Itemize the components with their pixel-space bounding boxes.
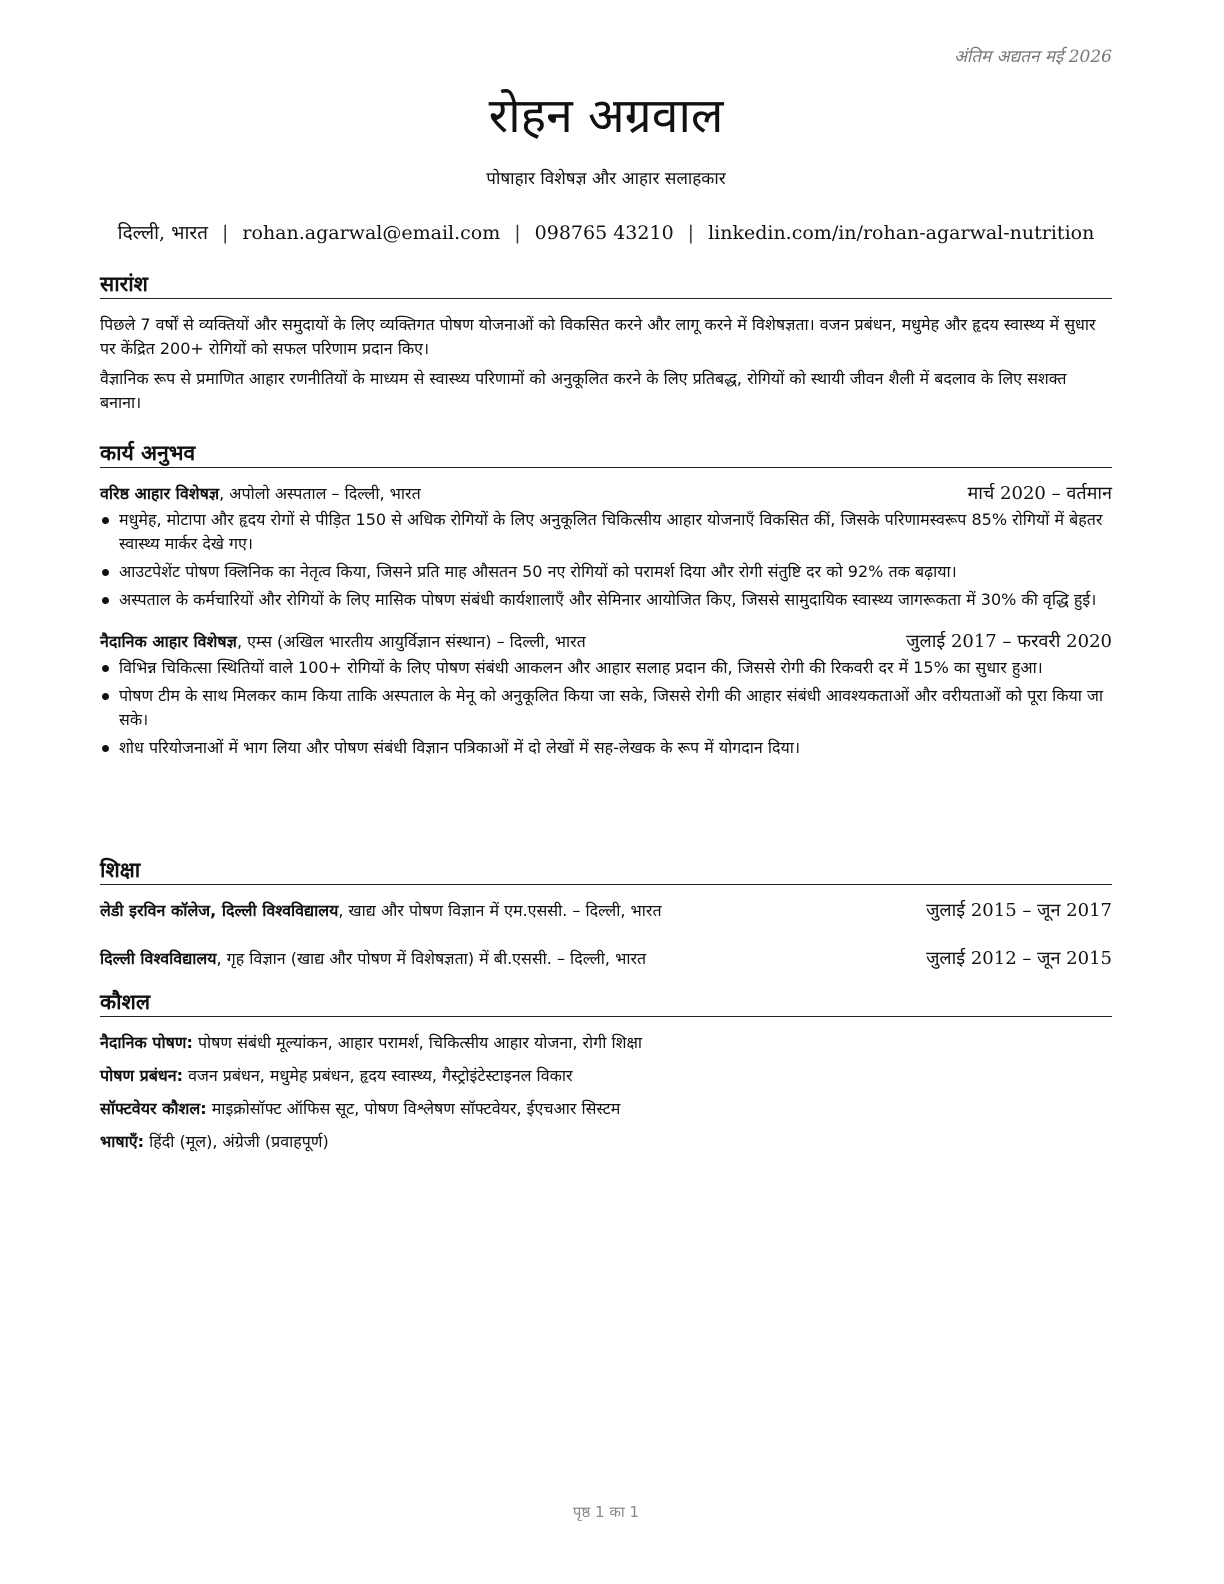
summary-paragraph: वैज्ञानिक रूप से प्रमाणित आहार रणनीतियों के माध्यम से स्वास्थ्य परिणामों को अनुकूलित करने के लिए प्रतिबद्ध, रोगियों को स्थायी जीवन शैली में बदलाव के लिए सशक्त बनाना। — [100, 369, 1067, 412]
job-bullet — [100, 656, 1112, 680]
candidate-name: रोहन अग्रवाल — [488, 88, 724, 144]
bullet-dot-icon — [102, 517, 109, 524]
skill-label: नैदानिक पोषण: — [100, 1033, 193, 1052]
job-bullet — [100, 560, 1112, 584]
contact-separator: | — [222, 222, 229, 244]
skill-label: पोषण प्रबंधन: — [100, 1066, 183, 1085]
skill-item — [100, 1097, 1112, 1121]
job-bullet — [100, 684, 1112, 732]
job-role: नैदानिक आहार विशेषज्ञ — [100, 632, 237, 651]
summary-paragraph: पिछले 7 वर्षों से व्यक्तियों और समुदायों के लिए व्यक्तिगत पोषण योजनाओं को विकसित करने और लागू करने में विशेषज्ञता। वजन प्रबंधन, मधुमेह और हृदय स्वास्थ्य में सुधार पर केंद्रित 200+ रोगियों को सफल परिणाम प्रदान किए। — [100, 315, 1096, 358]
job-bullet-text: अस्पताल के कर्मचारियों और रोगियों के लिए मासिक पोषण संबंधी कार्यशालाएँ और सेमिनार आयोजित किए, जिससे सामुदायिक स्वास्थ्य जागरूकता में 30% की वृद्धि हुई। — [119, 590, 1097, 609]
summary-section — [100, 270, 1112, 415]
education-section — [100, 856, 1112, 971]
job-title-line — [100, 482, 421, 506]
skill-value: माइक्रोसॉफ्ट ऑफिस सूट, पोषण विश्लेषण सॉफ्टवेयर, ईएचआर सिस्टम — [206, 1099, 621, 1118]
job-bullet-text: पोषण टीम के साथ मिलकर काम किया ताकि अस्पताल के मेनू को अनुकूलित किया जा सके, जिससे रोगी की आहार संबंधी आवश्यकताओं और वरीयताओं को पूरा किया जा सके। — [119, 686, 1104, 729]
job-date: मार्च 2020 – वर्तमान — [967, 483, 1112, 504]
skill-item — [100, 1064, 1112, 1088]
job-bullet — [100, 508, 1112, 556]
job-header — [100, 630, 1112, 654]
bullet-dot-icon — [102, 745, 109, 752]
job-bullets — [100, 508, 1112, 612]
job-title-line — [100, 630, 586, 654]
education-institution: लेडी इरविन कॉलेज, दिल्ली विश्वविद्यालय — [100, 901, 339, 920]
job-bullet-text: विभिन्न चिकित्सा स्थितियों वाले 100+ रोगियों के लिए पोषण संबंधी आकलन और आहार सलाह प्रदान की, जिससे रोगी की रिकवरी दर में 15% का सुधार हुआ। — [119, 658, 1043, 677]
skill-item — [100, 1031, 1112, 1055]
contact-line — [100, 219, 1112, 245]
skill-label: भाषाएँ: — [100, 1132, 145, 1151]
page-number: पृष्ठ 1 का 1 — [572, 1503, 640, 1521]
contact-email[interactable]: rohan.agarwal@email.com — [242, 222, 501, 244]
bullet-dot-icon — [102, 597, 109, 604]
resume-page — [100, 0, 1112, 1584]
contact-linkedin[interactable]: linkedin.com/in/rohan-agarwal-nutrition — [708, 222, 1095, 244]
job-org: , अपोलो अस्पताल – दिल्ली, भारत — [219, 484, 421, 503]
education-entry — [100, 947, 1112, 971]
experience-heading: कार्य अनुभव — [100, 439, 1112, 468]
job-role: वरिष्ठ आहार विशेषज्ञ — [100, 484, 220, 503]
contact-location: दिल्ली, भारत — [117, 222, 209, 244]
education-detail: , खाद्य और पोषण विज्ञान में एम.एससी. – दिल्ली, भारत — [338, 901, 662, 920]
education-line — [100, 899, 662, 923]
contact-phone: 098765 43210 — [534, 222, 674, 244]
education-institution: दिल्ली विश्वविद्यालय — [100, 949, 217, 968]
job-date: जुलाई 2017 – फरवरी 2020 — [906, 631, 1112, 652]
summary-heading: सारांश — [100, 270, 1112, 299]
last-updated: अंतिम अद्यतन मई 2026 — [953, 47, 1112, 67]
education-line — [100, 947, 646, 971]
skill-value: हिंदी (मूल), अंग्रेजी (प्रवाहपूर्ण) — [144, 1132, 329, 1151]
job-bullet-text: आउटपेशेंट पोषण क्लिनिक का नेतृत्व किया, जिसने प्रति माह औसतन 50 नए रोगियों को परामर्श दिया और रोगी संतुष्टि दर को 92% तक बढ़ाया। — [119, 562, 957, 581]
skills-section — [100, 988, 1112, 1163]
job-bullets — [100, 656, 1112, 760]
skills-heading: कौशल — [100, 988, 1112, 1017]
skill-label: सॉफ्टवेयर कौशल: — [100, 1099, 207, 1118]
job-org: , एम्स (अखिल भारतीय आयुर्विज्ञान संस्थान) – दिल्ली, भारत — [236, 632, 586, 651]
job-bullet — [100, 588, 1112, 612]
education-detail: , गृह विज्ञान (खाद्य और पोषण में विशेषज्ञता) में बी.एससी. – दिल्ली, भारत — [216, 949, 647, 968]
experience-section — [100, 439, 1112, 764]
skill-value: पोषण संबंधी मूल्यांकन, आहार परामर्श, चिकित्सीय आहार योजना, रोगी शिक्षा — [192, 1033, 643, 1052]
contact-separator: | — [687, 222, 695, 244]
candidate-subtitle: पोषाहार विशेषज्ञ और आहार सलाहकार — [486, 169, 726, 189]
bullet-dot-icon — [102, 665, 109, 672]
job-header — [100, 482, 1112, 506]
skills-list — [100, 1031, 1112, 1154]
job-entry — [100, 630, 1112, 760]
job-bullet-text: मधुमेह, मोटापा और हृदय रोगों से पीड़ित 150 से अधिक रोगियों के लिए अनुकूलित चिकित्सीय आहार योजनाएँ विकसित कीं, जिसके परिणामस्वरूप 85% रोगियों में बेहतर स्वास्थ्य मार्कर देखे गए। — [119, 510, 1103, 553]
contact-separator: | — [514, 222, 521, 244]
skill-value: वजन प्रबंधन, मधुमेह प्रबंधन, हृदय स्वास्थ्य, गैस्ट्रोइंटेस्टाइनल विकार — [182, 1066, 573, 1085]
bullet-dot-icon — [102, 693, 109, 700]
skill-item — [100, 1130, 1112, 1154]
bullet-dot-icon — [102, 569, 109, 576]
education-date: जुलाई 2012 – जून 2015 — [926, 948, 1112, 969]
education-entry — [100, 899, 1112, 923]
job-bullet-text: शोध परियोजनाओं में भाग लिया और पोषण संबंधी विज्ञान पत्रिकाओं में दो लेखों में सह-लेखक के रूप में योगदान दिया। — [119, 738, 801, 757]
job-entry — [100, 482, 1112, 612]
education-heading: शिक्षा — [100, 856, 1112, 885]
education-date: जुलाई 2015 – जून 2017 — [926, 900, 1112, 921]
job-bullet — [100, 736, 1112, 760]
